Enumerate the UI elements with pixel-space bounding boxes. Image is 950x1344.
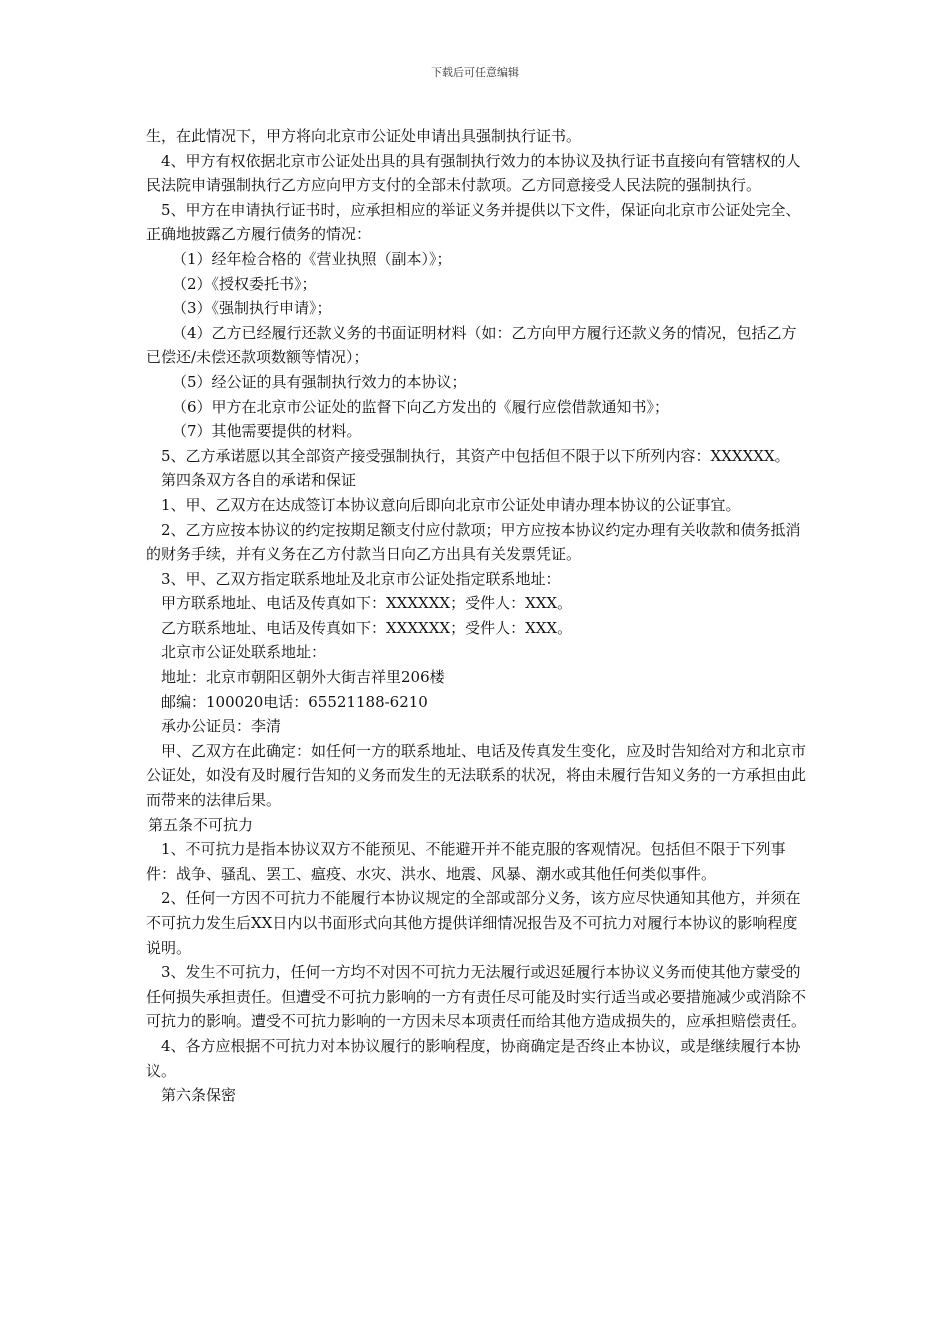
list-item: （5）经公证的具有强制执行效力的本协议； <box>172 372 467 391</box>
paragraph: 5、甲方在申请执行证书时，应承担相应的举证义务并提供以下文件，保证向北京市公证处完全、正确地披露乙方履行债务的情况： <box>146 200 801 244</box>
list-item: （4）乙方已经履行还款义务的书面证明材料（如：乙方向甲方履行还款义务的情况，包括乙方已偿还/未偿还款项数额等情况）； <box>146 323 797 367</box>
paragraph: 1、甲、乙双方在达成签订本协议意向后即向北京市公证处申请办理本协议的公证事宜。 <box>161 495 741 514</box>
list-item: （1）经年检合格的《营业执照（副本）》； <box>172 249 452 268</box>
contact-line: 北京市公证处联系地址： <box>161 643 327 662</box>
contact-line: 甲方联系地址、电话及传真如下：XXXXXX；受件人：XXX。 <box>161 594 573 613</box>
section-heading: 第四条双方各自的承诺和保证 <box>161 471 357 490</box>
contact-line: 承办公证员：李清 <box>161 717 282 736</box>
list-item: （7）其他需要提供的材料。 <box>172 422 362 441</box>
page-header: 下载后可任意编辑 <box>431 66 519 79</box>
paragraph: 甲、乙双方在此确定：如任何一方的联系地址、电话及传真发生变化，应及时告知给对方和北京市公证处，如没有及时履行告知的义务而发生的无法联系的状况，将由未履行告知义务的一方承担由此而带来的法律后果。 <box>146 741 807 810</box>
paragraph: 3、发生不可抗力，任何一方均不对因不可抗力无法履行或迟延履行本协议义务而使其他方蒙受的任何损失承担责任。但遭受不可抗力影响的一方有责任尽可能及时实行适当或必要措施减少或消除不可抗力的影响。遭受不可抗力影响的一方因未尽本项责任而给其他方造成损失的，应承担赔偿责任。 <box>146 963 807 1031</box>
section-heading: 第六条保密 <box>161 1086 237 1105</box>
list-item: （3）《强制执行申请》； <box>172 299 332 318</box>
paragraph: 1、不可抗力是指本协议双方不能预见、不能避开并不能克服的客观情况。包括但不限于下列事件：战争、骚乱、罢工、瘟疫、水灾、洪水、地震、风暴、潮水或其他任何类似事件。 <box>146 840 786 883</box>
paragraph: 2、乙方应按本协议的约定按期足额支付应付款项；甲方应按本协议约定办理有关收款和债务抵消的财务手续，并有义务在乙方付款当日向乙方出具有关发票凭证。 <box>146 520 801 564</box>
paragraph: 生，在此情况下，甲方将向北京市公证处申请出具强制执行证书。 <box>146 127 582 145</box>
paragraph: 4、各方应根据不可抗力对本协议履行的影响程度，协商确定是否终止本协议，或是继续履行本协议。 <box>146 1036 801 1080</box>
contact-line: 乙方联系地址、电话及传真如下：XXXXXX；受件人：XXX。 <box>161 618 573 637</box>
paragraph: 4、甲方有权依据北京市公证处出具的具有强制执行效力的本协议及执行证书直接向有管辖权的人民法院申请强制执行乙方应向甲方支付的全部未付款项。乙方同意接受人民法院的强制执行。 <box>146 151 801 195</box>
contact-line: 地址：北京市朝阳区朝外大街吉祥里206楼 <box>161 668 445 687</box>
paragraph: 5、乙方承诺愿以其全部资产接受强制执行，其资产中包括但不限于以下所列内容：XXXXXX。 <box>161 446 790 465</box>
list-item: （2）《授权委托书》； <box>172 274 317 293</box>
paragraph: 3、甲、乙双方指定联系地址及北京市公证处指定联系地址： <box>161 569 561 588</box>
document-body <box>146 124 810 1108</box>
paragraph: 2、任何一方因不可抗力不能履行本协议规定的全部或部分义务，该方应尽快通知其他方，并须在不可抗力发生后XX日内以书面形式向其他方提供详细情况报告及不可抗力对履行本协议的影响程度说明。 <box>146 889 801 957</box>
list-item: （6）甲方在北京市公证处的监督下向乙方发出的《履行应偿借款通知书》； <box>172 397 670 416</box>
contact-line: 邮编：100020电话：65521188-6210 <box>161 692 428 711</box>
section-heading: 第五条不可抗力 <box>148 815 254 834</box>
